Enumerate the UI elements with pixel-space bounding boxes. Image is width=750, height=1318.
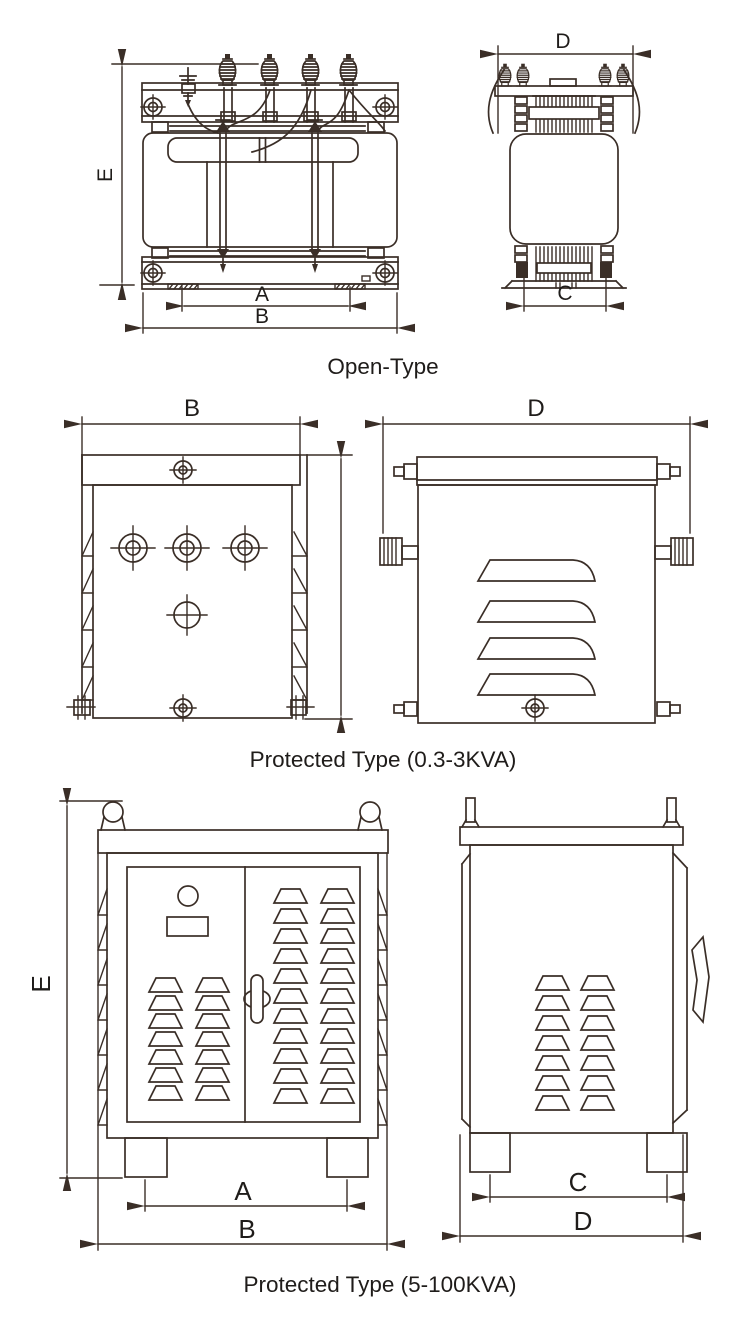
- side-fins-left: [98, 889, 107, 1125]
- dim-label-A: A: [254, 283, 270, 306]
- terminal-crosshairs: [111, 526, 267, 721]
- protected-large-front-view: [26, 801, 388, 1250]
- right-door-louvers: [274, 889, 354, 1103]
- coil-body: [510, 134, 618, 244]
- protected-small-caption: Protected Type (0.3-3KVA): [249, 747, 517, 772]
- small-terminal: [180, 68, 196, 107]
- dimension-A: [145, 1176, 347, 1211]
- core-body: [143, 122, 397, 258]
- dim-label-B: B: [183, 395, 201, 422]
- side-fins-left: [82, 532, 93, 700]
- dimension-D: [383, 395, 690, 533]
- protected-small-drawing: [0, 390, 750, 775]
- side-fins-right: [292, 532, 307, 700]
- dim-label-E: E: [94, 167, 117, 183]
- open-type-drawing: [0, 20, 750, 390]
- dimension-B: [143, 293, 397, 333]
- protected-small-side-view: [380, 395, 693, 723]
- side-fins-right: [378, 889, 387, 1125]
- dimension-C: [490, 1167, 667, 1202]
- dim-label-D: D: [573, 1206, 593, 1236]
- front-feet: [125, 1138, 368, 1177]
- dim-label-C: C: [568, 1167, 588, 1197]
- protected-large-caption: Protected Type (5-100KVA): [243, 1272, 517, 1297]
- enclosure-front: [82, 455, 307, 718]
- lifting-lugs: [462, 798, 680, 827]
- side-top-plate: [495, 79, 633, 96]
- side-core-top: [515, 96, 613, 132]
- dimension-B: [98, 1214, 387, 1244]
- protected-small-front-view: [67, 395, 352, 721]
- nameplate: [167, 917, 208, 936]
- left-door-louvers: [149, 978, 229, 1100]
- tie-rods: [216, 120, 322, 273]
- protected-large-drawing: [0, 775, 750, 1305]
- vent-louvers: [478, 560, 595, 695]
- dim-label-D: D: [527, 395, 545, 422]
- door-handle: [244, 975, 270, 1023]
- dim-label-D: D: [555, 30, 571, 53]
- side-louvers: [536, 976, 614, 1110]
- lifting-rings: [101, 802, 382, 830]
- open-type-side-view: [489, 30, 640, 311]
- dim-label-B: B: [238, 1214, 256, 1244]
- protected-large-side-view: [460, 798, 709, 1242]
- side-door-handle: [692, 937, 709, 1022]
- dim-label-E: E: [26, 975, 56, 993]
- dim-label-A: A: [234, 1176, 252, 1206]
- dim-label-B: B: [254, 305, 270, 328]
- open-type-front-view: [94, 54, 398, 333]
- dimension-B: [82, 395, 300, 455]
- indicator-lamp: [178, 886, 198, 906]
- open-type-caption: Open-Type: [327, 354, 439, 379]
- bottom-bolts: [394, 695, 680, 721]
- bottom-base-plate: [141, 257, 398, 289]
- dim-label-C: C: [557, 282, 573, 305]
